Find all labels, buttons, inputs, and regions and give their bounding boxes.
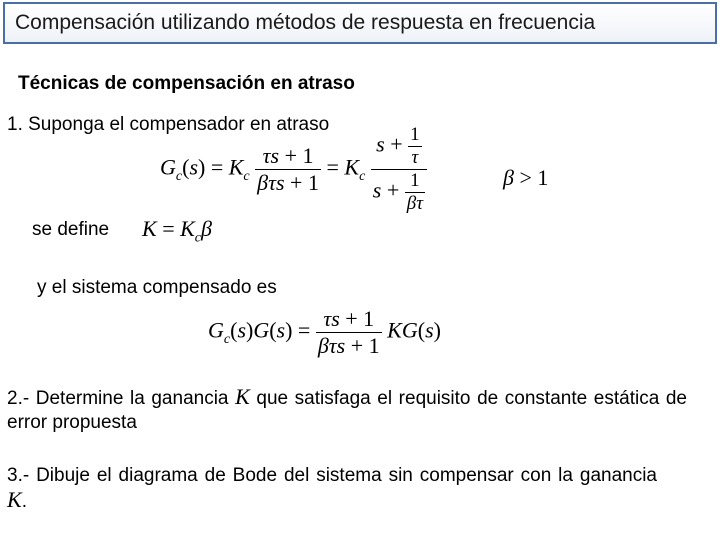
gain-k-symbol: K: [7, 487, 22, 512]
step-2-rest: que satisfaga el requisito de constante estática de error propuesta: [7, 388, 687, 433]
step-1-text: 1. Suponga el compensador en atraso: [7, 114, 330, 135]
beta-condition: β > 1: [503, 165, 549, 190]
step-3-end: .: [21, 491, 27, 512]
slide-title: Compensación utilizando métodos de respuesta en frecuencia: [15, 11, 596, 34]
compensated-system-label: y el sistema compensado es: [37, 277, 277, 298]
step-2-text: 2.- Determine la ganancia: [7, 388, 229, 409]
section-subtitle: Técnicas de compensación en atraso: [18, 73, 355, 94]
define-label: se define: [32, 219, 110, 240]
gain-definition-equation: $K = K_c\beta$: [142, 216, 212, 246]
step-3-paragraph: [7, 464, 657, 514]
slide-title-bar: [3, 2, 717, 44]
gain-k-symbol: K: [235, 384, 250, 409]
lag-compensator-equation: $G_c(s) = K_c$ $\frac{\tau s + 1}{\text{βτs + 1}}$ = $K_c$ s + $\frac{1}{\tau}$ s + $\frac{1}{\beta\tau}$: [160, 124, 427, 215]
step-3-text: 3.- Dibuje el diagrama de Bode del sistema sin compensar con la ganancia: [7, 465, 657, 486]
step-2-paragraph: [7, 385, 687, 435]
compensated-system-equation: $G_c(s)G(s)$ = $\frac{\tau s + 1}{\text{βτs + 1}}$ KG(s): [208, 306, 441, 358]
